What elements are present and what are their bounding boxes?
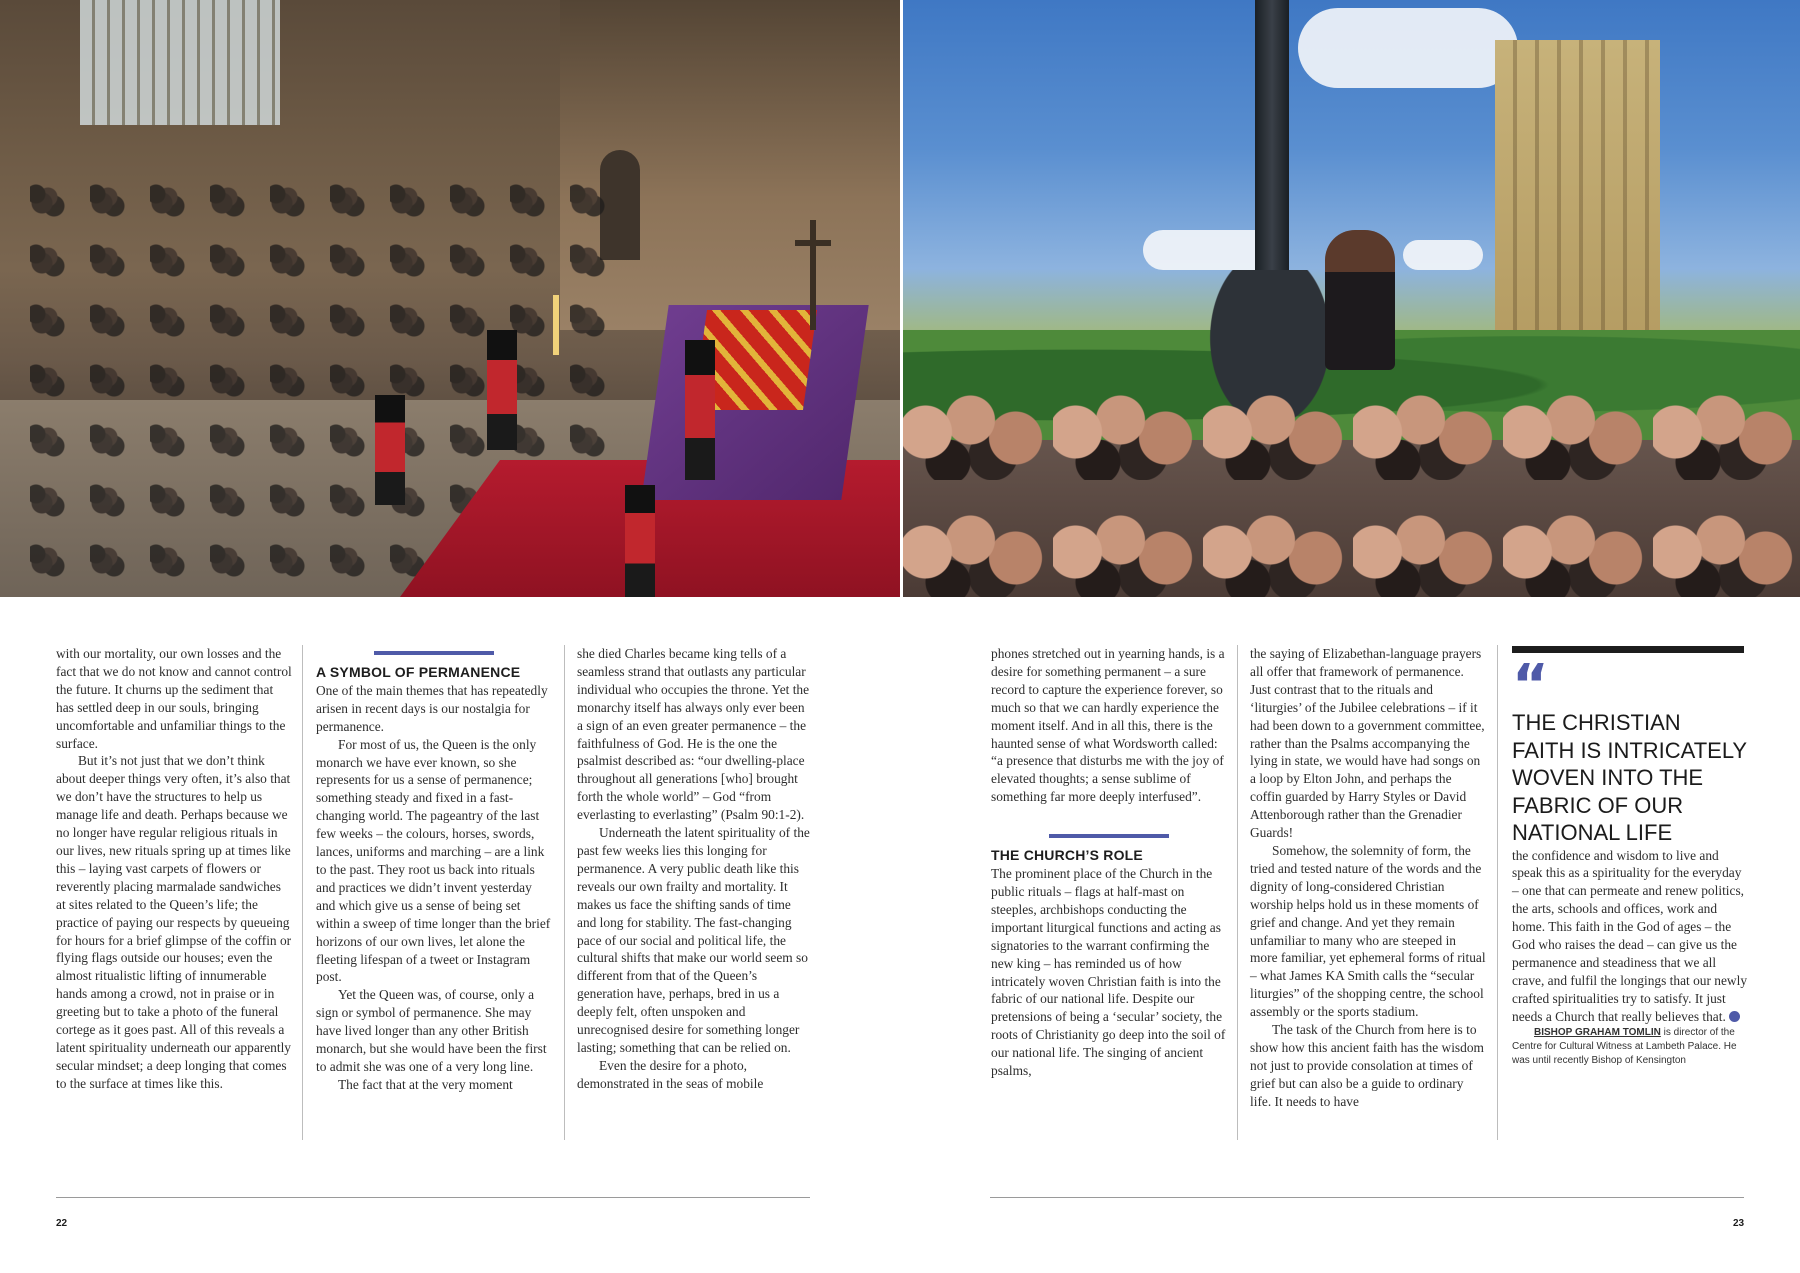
- footer-rule-right: [990, 1197, 1744, 1198]
- guard-figure: [685, 340, 715, 480]
- paragraph: The task of the Church from here is to show how this ancient faith has the wisdom not just to provide consolation at times of grief but can also be a guide to ordinary life. It needs to have: [1250, 1022, 1484, 1109]
- end-mark-icon: [1729, 1011, 1740, 1022]
- paragraph: Even the desire for a photo, demonstrated in the seas of mobile: [577, 1057, 764, 1091]
- lamp-post: [1255, 0, 1289, 300]
- paragraph: One of the main themes that has repeatedly arisen in recent days is our nostalgia for permanence.: [316, 682, 548, 734]
- subhead-symbol-of-permanence: A SYMBOL OF PERMANENCE: [316, 664, 521, 680]
- paragraph: phones stretched out in yearning hands, is a desire for something permanent – a sure record to capture the experience forever, so much so that we can hardly experience the moment itself. And in all this, there is the haunted sense of what Wordsworth called: “a presence that disturbs me with the joy of elevated thoughts; a sense sublime of something far more deeply interfused”.: [991, 646, 1225, 805]
- yeoman-figure: [625, 485, 655, 597]
- closing-paragraph: the confidence and wisdom to live and speak this as a spirituality for the everyday – one that can permeate and renew politics, the arts, schools and offices, work and home. This faith in the God of ages – the God who raises the dead – can give us the permanence and steadiness that we all crave, and fulfil the longings that our newly crafted spiritualities try to satisfy. It just needs a Church that really believes that.: [1512, 847, 1748, 1024]
- cloud: [1403, 240, 1483, 270]
- victoria-tower: [1495, 40, 1660, 370]
- pull-quote-bar: [1512, 646, 1744, 653]
- candle: [553, 295, 559, 355]
- author-bio-text: is director of the Centre for Cultural Witness at Lambeth Palace. He was until recently Bishop of Kensington: [1512, 1026, 1737, 1066]
- subhead-churchs-role: THE CHURCH’S ROLE: [991, 847, 1143, 864]
- paragraph: [1512, 847, 1748, 1026]
- text-column-4: [991, 645, 1227, 1080]
- paragraph: For most of us, the Queen is the only monarch we have ever known, so she represents for us a sense of permanence; something steady and fixed in a fast-changing world. The pageantry of the last few weeks – the colours, horses, swords, lances, uniforms and marching – are a link to the past. They root us back into rituals and practices we didn’t invent yesterday and which give us a sense of being set within a sweep of time longer than the brief horizons of our own lives, let alone the fleeting lifespan of a tweet or Instagram post.: [316, 736, 551, 985]
- cloud: [1298, 8, 1518, 88]
- text-column-1: [56, 645, 292, 1093]
- text-column-2: [316, 645, 552, 1094]
- quote-mark-icon: “: [1512, 653, 1549, 718]
- column-rule: [1237, 645, 1238, 1140]
- paragraph: she died Charles became king tells of a seamless strand that outlasts any particular individual who occupies the throne. Yet the monarchy itself has always only ever been a sign of an even greater permanence – the faithfulness of God. He is the one the psalmist described as: “our dwelling-place throughout all generations [who] brought forth the whole world” – God “from everlasting to everlasting” (Psalm 90:1-2).: [577, 646, 810, 823]
- author-name: BISHOP GRAHAM TOMLIN: [1534, 1026, 1661, 1038]
- column-rule: [1497, 645, 1498, 1140]
- text-column-3: [577, 645, 813, 1093]
- text-column-5: [1250, 645, 1486, 1111]
- subhead-accent-bar: [374, 651, 494, 655]
- paragraph: The prominent place of the Church in the public rituals – flags at half-mast on steeples, archbishops conducting the important liturgical functions and acting as signatories to the warrant confirming the new king – has reminded us of how intricately woven Christian faith is into the fabric of our national life. Despite our pretensions of being a ‘secular’ society, the roots of Christianity go deep into the soil of our national life. The singing of ancient psalms,: [991, 866, 1226, 1079]
- page-number-left: 22: [56, 1218, 68, 1229]
- paragraph: The fact that at the very moment: [338, 1076, 513, 1092]
- paragraph: But it’s not just that we don’t think about deeper things very often, it’s also that we don’t have the structures to help us manage life and death. Perhaps because we no longer have regular religious rituals in our lives, new rituals spring up at times like this – laying vast carpets of flowers or reverently placing marmalade sandwiches at sites related to the Queen’s life; the practice of paying our respects by queueing for hours for a brief glimpse of the coffin or flying flags outside our houses; even the almost ritualistic lifting of innumerable hands among a crowd, not in praise or in greeting but to take a photo of the funeral cortege as it goes past. All of this reveals a latent spirituality underneath our apparently secular mindset; a deep longing that comes to the surface at times like this.: [56, 753, 292, 1091]
- stained-glass-window: [80, 0, 280, 125]
- paragraph: Yet the Queen was, of course, only a sign or symbol of permanence. She may have lived longer than any other British monarch, but she would have been the first to admit she was one of a very long line.: [316, 987, 547, 1074]
- page-number-right: 23: [1733, 1218, 1745, 1229]
- subhead-accent-bar: [1049, 834, 1169, 838]
- column-rule: [564, 645, 565, 1140]
- guard-figure: [487, 330, 517, 450]
- photo-lying-in-state: [0, 0, 900, 597]
- yeoman-figure: [375, 395, 405, 505]
- paragraph: Underneath the latent spirituality of the past few weeks lies this longing for permanence. A very public death like this reveals our own frailty and mortality. It makes us face the shifting sands of time and long for stability. The fast-changing pace of our social and political life, the cultural shifts that make our world seem so different from that of the Queen’s generation have, perhaps, bred in us a deeply felt, often unspoken and unrecognised desire for something longer lasting; something that can be relied on.: [577, 825, 810, 1055]
- text-column-6: [1512, 645, 1748, 1068]
- girl-on-lamp-post: [1325, 230, 1395, 370]
- paragraph: Somehow, the solemnity of form, the tried and tested nature of the words and the dignity of long-considered Christian worship helps hold us in these moments of grief and change. And yet they remain unfamiliar to many who are steeped in more familiar, yet ephemeral forms of ritual – what James KA Smith calls the “secular liturgies” of the shopping centre, the school assembly or the sports stadium.: [1250, 842, 1486, 1020]
- paragraph: with our mortality, our own losses and the fact that we do not know and cannot control the future. It churns up the sediment that has settled deep in our souls, bringing uncomfortable and unfamiliar things to the surface.: [56, 646, 292, 751]
- author-bio: [1512, 1026, 1748, 1068]
- processional-cross: [810, 220, 816, 330]
- paragraph: the saying of Elizabethan-language prayers all offer that framework of permanence. Just contrast that to the rituals and ‘liturgies’ of the Jubilee celebrations – if it had been down to a government committee, rather than the Psalms accompanying the lying in state, we would have had songs on a loop by Elton John, and perhaps the coffin guarded by Harry Styles or David Attenborough rather than the Grenadier Guards!: [1250, 646, 1485, 841]
- column-rule: [302, 645, 303, 1140]
- pull-quote: THE CHRISTIAN FAITH IS INTRICATELY WOVEN INTO THE FABRIC OF OUR NATIONAL LIFE: [1512, 710, 1747, 845]
- footer-rule-left: [56, 1197, 810, 1198]
- crowd-with-phones: [903, 360, 1800, 597]
